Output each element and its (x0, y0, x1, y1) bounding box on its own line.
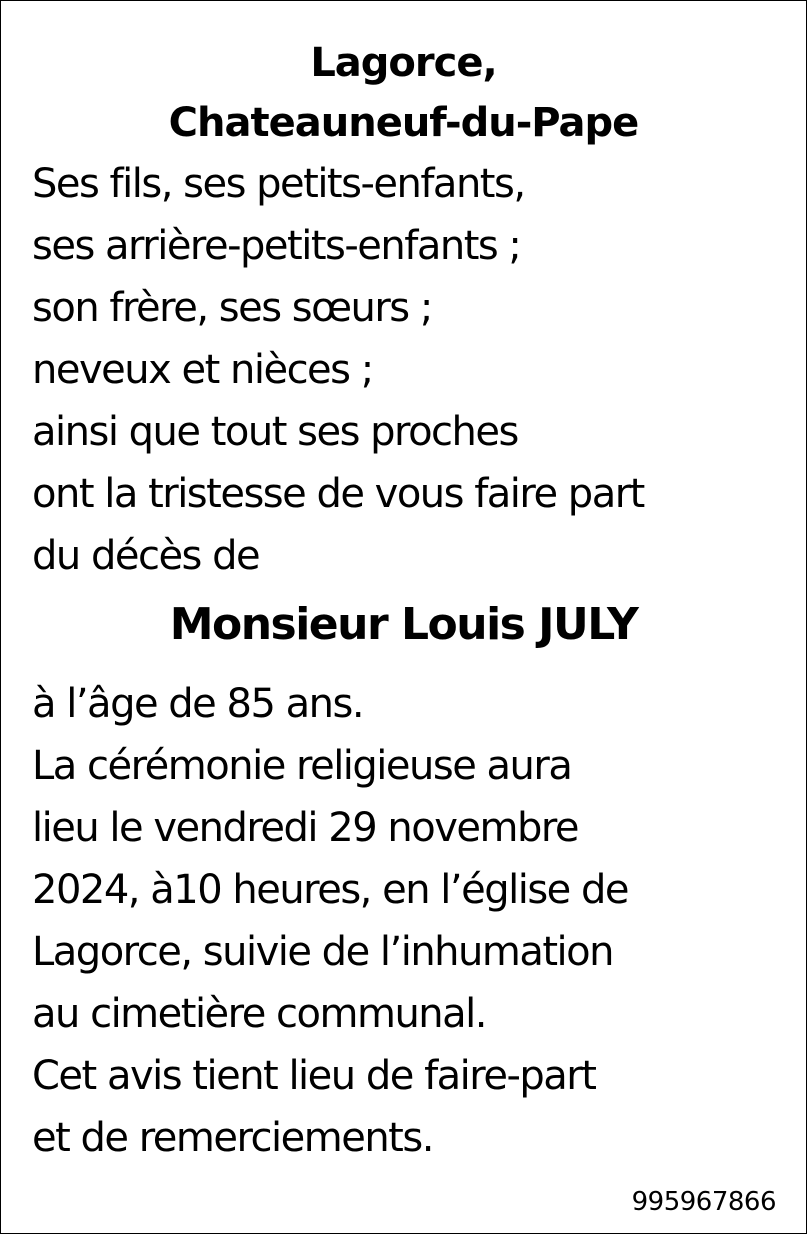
details-line: au cimetière communal. (32, 991, 486, 1037)
family-line: ainsi que tout ses proches (32, 409, 518, 455)
reference-number: 995967866 (631, 1187, 776, 1217)
family-line: Ses fils, ses petits-enfants, (32, 161, 525, 207)
place-line-2: Chateauneuf-du-Pape (168, 100, 639, 146)
place-line-1: Lagorce, (310, 40, 497, 86)
details-line: Lagorce, suivie de l’inhumation (32, 929, 613, 975)
details-line: La cérémonie religieuse aura (32, 743, 572, 789)
details-line: à l’âge de 85 ans. (32, 681, 364, 727)
deceased-name: Monsieur Louis JULY (169, 599, 638, 650)
family-line: ses arrière-petits-enfants ; (32, 223, 521, 269)
details-line: lieu le vendredi 29 novembre (32, 805, 579, 851)
family-line: son frère, ses sœurs ; (32, 285, 432, 331)
family-announcement (32, 153, 806, 587)
details-line: 2024, à10 heures, en l’église de (32, 867, 629, 913)
ceremony-details (32, 673, 806, 1169)
family-line: neveux et nièces ; (32, 347, 373, 393)
details-line: et de remerciements. (32, 1115, 433, 1161)
family-line: du décès de (32, 533, 260, 579)
family-line: ont la tristesse de vous faire part (32, 471, 644, 517)
place-heading (1, 33, 806, 153)
details-line: Cet avis tient lieu de faire-part (32, 1053, 596, 1099)
